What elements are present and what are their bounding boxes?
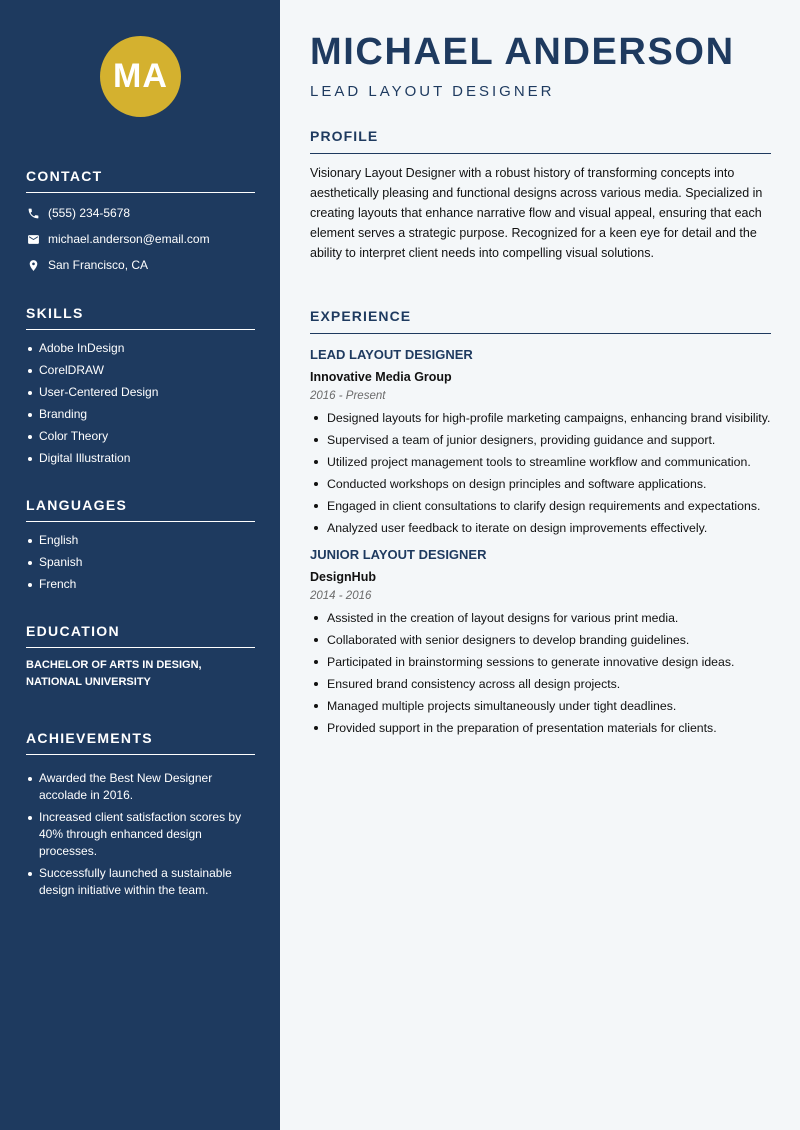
contact-email (26, 226, 255, 252)
job-bullet: Managed multiple projects simultaneously under tight deadlines. (310, 697, 771, 715)
achievement-item: Awarded the Best New Designer accolade in 2016. (26, 770, 255, 804)
skills-heading: SKILLS (26, 305, 255, 330)
job-bullet: Conducted workshops on design principles and software applications. (310, 475, 771, 493)
job-bullet: Assisted in the creation of layout designs for various print media. (310, 609, 771, 627)
skill-item: Color Theory (26, 428, 255, 445)
job-title: JUNIOR LAYOUT DESIGNER (310, 547, 487, 562)
languages-list (26, 532, 255, 593)
education-section (26, 623, 255, 691)
job-title: LEAD LAYOUT DESIGNER (310, 347, 473, 362)
job-company: DesignHub (310, 570, 376, 584)
achievement-item: Increased client satisfaction scores by 40% through enhanced design processes. (26, 809, 255, 860)
job-bullet: Supervised a team of junior designers, providing guidance and support. (310, 431, 771, 449)
job-bullets (310, 609, 771, 737)
job-dates: 2014 - 2016 (310, 590, 372, 602)
language-item: English (26, 532, 255, 549)
job-bullets (310, 409, 771, 537)
skill-item: User-Centered Design (26, 384, 255, 401)
candidate-title: LEAD LAYOUT DESIGNER (310, 83, 555, 100)
experience-heading: EXPERIENCE (310, 308, 771, 334)
languages-section (26, 497, 255, 593)
job-entry (310, 547, 771, 737)
contact-location (26, 252, 255, 278)
achievement-item: Successfully launched a sustainable design initiative within the team. (26, 865, 255, 899)
skill-item: CorelDRAW (26, 362, 255, 379)
profile-text: Visionary Layout Designer with a robust history of transforming concepts into aesthetically pleasing and functional designs across various media. Specialized in creating layouts that enhance narrative flow and visual appeal, ensuring that each element serves a strategic purpose. Recognized for a keen eye for detail and the ability to interpret client needs into compelling visual solutions. (310, 166, 763, 260)
contact-phone (26, 200, 255, 226)
skill-item: Digital Illustration (26, 450, 255, 467)
job-company: Innovative Media Group (310, 370, 452, 384)
skill-item: Branding (26, 406, 255, 423)
sidebar (0, 0, 280, 1130)
email-text: michael.anderson@email.com (48, 232, 210, 246)
contact-section (26, 168, 255, 278)
job-entry (310, 347, 771, 537)
profile-section (310, 128, 771, 263)
contact-heading: CONTACT (26, 168, 255, 193)
mail-icon (26, 232, 40, 246)
education-degree: BACHELOR OF ARTS IN DESIGN, (26, 659, 202, 671)
phone-icon (26, 206, 40, 220)
job-dates: 2016 - Present (310, 390, 386, 402)
job-bullet: Ensured brand consistency across all design projects. (310, 675, 771, 693)
job-bullet: Collaborated with senior designers to develop branding guidelines. (310, 631, 771, 649)
profile-heading: PROFILE (310, 128, 771, 154)
job-bullet: Provided support in the preparation of presentation materials for clients. (310, 719, 771, 737)
job-bullet: Designed layouts for high-profile marketing campaigns, enhancing brand visibility. (310, 409, 771, 427)
location-text: San Francisco, CA (48, 258, 149, 272)
location-pin-icon (26, 258, 40, 272)
job-bullet: Analyzed user feedback to iterate on design improvements effectively. (310, 519, 771, 537)
skills-section (26, 305, 255, 467)
achievements-heading: ACHIEVEMENTS (26, 730, 255, 755)
phone-text: (555) 234-5678 (48, 206, 131, 220)
job-bullet: Utilized project management tools to streamline workflow and communication. (310, 453, 771, 471)
languages-heading: LANGUAGES (26, 497, 255, 522)
skills-list (26, 340, 255, 467)
experience-section (310, 308, 771, 741)
education-school: NATIONAL UNIVERSITY (26, 676, 151, 688)
language-item: French (26, 576, 255, 593)
candidate-name: MICHAEL ANDERSON (310, 31, 735, 73)
skill-item: Adobe InDesign (26, 340, 255, 357)
language-item: Spanish (26, 554, 255, 571)
job-bullet: Engaged in client consultations to clarify design requirements and expectations. (310, 497, 771, 515)
job-bullet: Participated in brainstorming sessions to generate innovative design ideas. (310, 653, 771, 671)
avatar (100, 36, 181, 117)
avatar-initials: MA (113, 57, 168, 95)
achievements-list (26, 770, 255, 899)
education-heading: EDUCATION (26, 623, 255, 648)
achievements-section (26, 730, 255, 899)
